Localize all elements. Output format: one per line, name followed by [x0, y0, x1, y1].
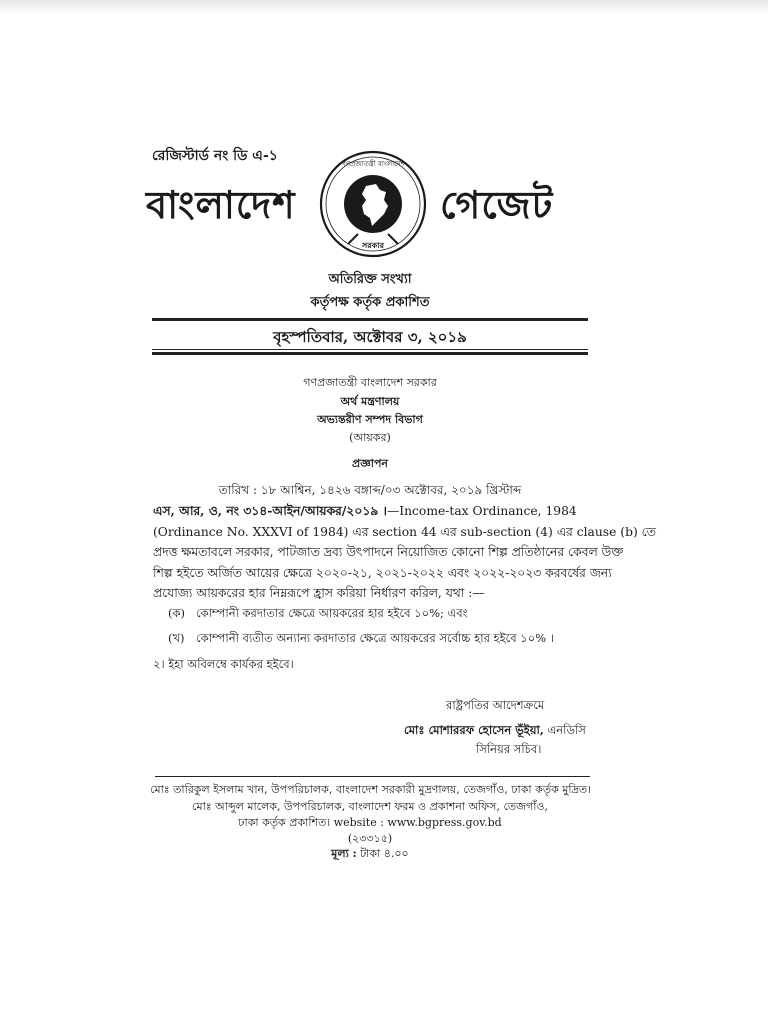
footer-page-code: (২৩৩১৫)	[347, 832, 393, 845]
footer-website: ঢাকা কর্তৃক প্রকাশিত। website : www.bgpress.gov.bd	[238, 816, 502, 829]
footer-rule	[155, 776, 590, 777]
list-item-text: কোম্পানী করদাতার ক্ষেত্রে আয়করের হার হইবে ১০%; এবং	[196, 606, 468, 620]
list-item-marker: (খ)	[168, 631, 185, 645]
price-value: টাকা ৪.০০	[360, 847, 409, 860]
footer-publisher: মোঃ আব্দুল মালেক, উপপরিচালক, বাংলাদেশ ফরম ও প্রকাশনা অফিস, তেজগাঁও,	[192, 800, 548, 813]
signatory-designation: সিনিয়র সচিব।	[476, 742, 542, 756]
signatory-name: মোঃ মোশাররফ হোসেন ভূঁইয়া,	[404, 723, 544, 737]
registration-number: রেজিস্টার্ড নং ডি এ-১	[152, 148, 278, 164]
order-line: রাষ্ট্রপতির আদেশক্রমে	[446, 698, 545, 712]
issuer-wing: (আয়কর)	[349, 431, 391, 444]
published-by-authority-label: কর্তৃপক্ষ কর্তৃক প্রকাশিত	[310, 295, 430, 310]
notification-date: তারিখ : ১৮ আশ্বিন, ১৪২৬ বঙ্গাব্দ/০৩ অক্টোবর, ২০১৯ খ্রিস্টাব্দ	[218, 483, 522, 497]
masthead-title-right: গেজেট	[440, 182, 554, 227]
masthead-rule-bottom-2	[152, 352, 588, 355]
government-seal	[318, 148, 428, 260]
issue-date: বৃহস্পতিবার, অক্টোবর ৩, ২০১৯	[273, 328, 467, 346]
sro-number: এস, আর, ও, নং ৩১৪-আইন/আয়কর/২০১৯ ।	[153, 503, 387, 518]
footer-printer: মোঃ তারিকুল ইসলাম খান, উপপরিচালক, বাংলাদেশ সরকারী মুদ্রণালয়, তেজগাঁও, ঢাকা কর্তৃক মুদ্রিত।	[150, 783, 592, 796]
document-type: প্রজ্ঞাপন	[352, 457, 388, 470]
paragraph-line-2: (Ordinance No. XXXVI of 1984) এর section 44 এর sub-section (4) এর clause (b) তে	[153, 524, 656, 539]
paragraph-line-3: প্রদত্ত ক্ষমতাবলে সরকার, পাটজাত দ্রব্য উৎপাদনে নিয়োজিত কোনো শিল্প প্রতিষ্ঠানের কেবল উক্ত	[153, 545, 624, 559]
paragraph-line-1-text: —Income-tax Ordinance, 1984	[386, 504, 577, 518]
paragraph-line-1	[153, 501, 589, 522]
issuer-ministry: অর্থ মন্ত্রণালয়	[340, 395, 400, 408]
list-item	[168, 605, 468, 624]
issuer-government: গণপ্রজাতন্ত্রী বাংলাদেশ সরকার	[303, 376, 437, 389]
extraordinary-issue-label: অতিরিক্ত সংখ্যা	[328, 272, 412, 287]
seal-top-text: গণপ্রজাতন্ত্রী বাংলাদেশ	[341, 160, 405, 168]
issuer-division: অভ্যন্তরীণ সম্পদ বিভাগ	[317, 413, 423, 426]
list-item-marker: (ক)	[168, 606, 186, 620]
paragraph-line-5: প্রযোজ্য আয়করের হার নিম্নরূপে হ্রাস করিয়া নির্ধারণ করিল, যথা :—	[153, 586, 485, 600]
clause-2: ২। ইহা অবিলম্বে কার্যকর হইবে।	[153, 657, 294, 671]
paragraph-line-4: শিল্প হইতে অর্জিত আয়ের ক্ষেত্রে ২০২০-২১, ২০২১-২০২২ এবং ২০২২-২০২৩ করবর্ষের জন্য	[153, 565, 612, 580]
seal-bottom-text: সরকার	[361, 240, 384, 250]
signatory-name-line	[404, 722, 586, 741]
masthead-rule-top	[152, 318, 588, 321]
masthead-rule-bottom-1	[152, 349, 588, 350]
masthead-title-left: বাংলাদেশ	[146, 182, 296, 227]
notification-paragraph	[153, 501, 656, 604]
signatory-suffix: এনডিসি	[547, 723, 586, 737]
list-item-text: কোম্পানী ব্যতীত অন্যান্য করদাতার ক্ষেত্রে আয়করের সর্বোচ্চ হার হইবে ১০% ।	[196, 631, 554, 645]
list-item	[168, 630, 554, 649]
price-label: মূল্য :	[331, 847, 357, 860]
scan-edge	[0, 0, 768, 14]
footer-price	[150, 845, 590, 864]
